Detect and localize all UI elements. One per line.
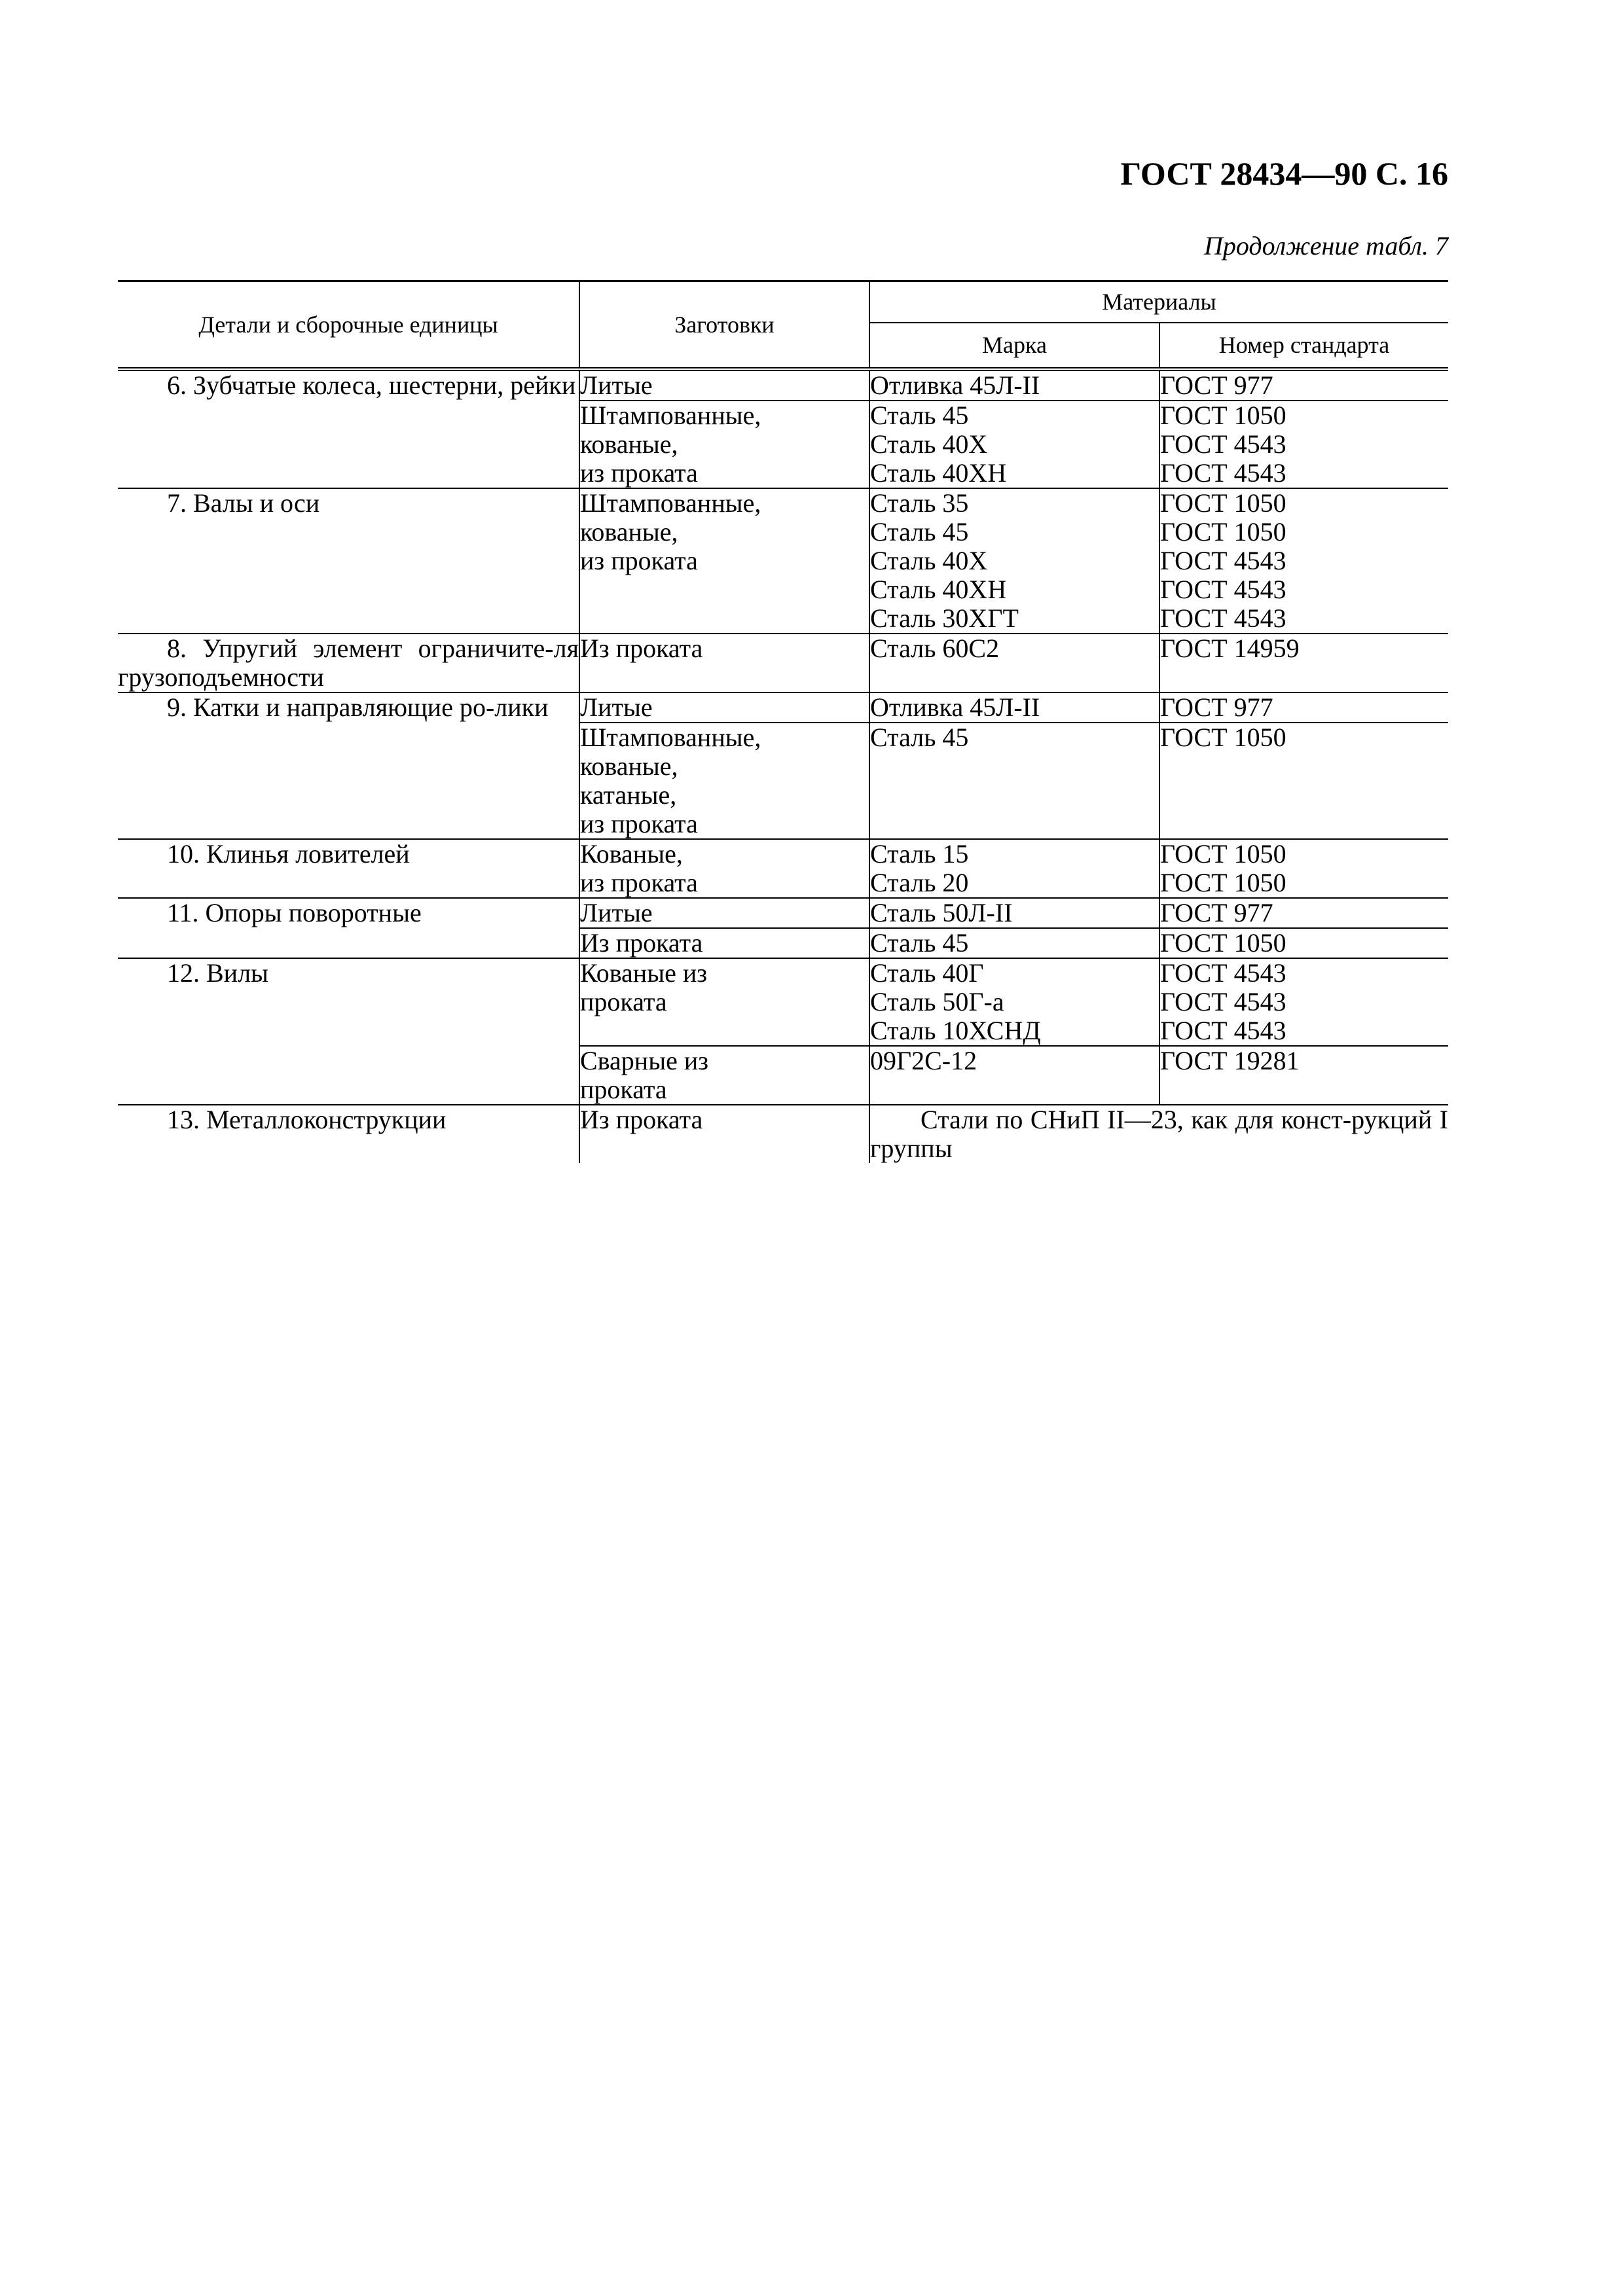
standard-number: ГОСТ 1050 [1159,928,1448,958]
material-grade: Отливка 45Л-II [869,369,1159,401]
blank-type: Штампованные, кованые, из проката [579,488,869,634]
blank-type: Из проката [579,634,869,692]
material-grade: Сталь 15 Сталь 20 [869,839,1159,898]
material-grade: Сталь 60С2 [869,634,1159,692]
table-row [118,634,1448,692]
table-row [118,958,1448,1046]
table-row [118,369,1448,401]
material-grade: Сталь 45 [869,723,1159,839]
standard-number: ГОСТ 977 [1160,370,1273,400]
material-grade: 09Г2С-12 [869,1046,1159,1105]
blank-type: Литые [579,898,869,928]
col-header-grade: Марка [869,323,1159,369]
standard-number: ГОСТ 977 [1159,898,1448,928]
part-name: 12. Вилы [167,958,268,988]
blank-type: Кованые из проката [579,958,869,1046]
standard-number: ГОСТ 14959 [1159,634,1448,692]
material-grade: Сталь 45 Сталь 40Х Сталь 40ХН [869,401,1159,488]
part-name: 7. Валы и оси [167,488,320,518]
blank-type: Кованые, из проката [579,839,869,898]
standard-number: ГОСТ 1050 [1159,723,1448,839]
standard-number: ГОСТ 1050 ГОСТ 1050 [1159,839,1448,898]
blank-type: Сварные из проката [579,1046,869,1105]
col-header-blank: Заготовки [579,281,869,370]
blank-type: Из проката [579,928,869,958]
blank-type: Литые [579,692,869,723]
table-row [118,898,1448,928]
col-header-standard: Номер стандарта [1159,323,1448,369]
material-grade: Сталь 40Г Сталь 50Г-а Сталь 10ХСНД [869,958,1159,1046]
standard-number: ГОСТ 1050 ГОСТ 1050 ГОСТ 4543 ГОСТ 4543 ГОСТ 4543 [1159,488,1448,634]
blank-type: Штампованные, кованые, катаные, из проката [579,723,869,839]
table-continuation-label: Продолжение табл. 7 [1203,231,1448,260]
standard-number: ГОСТ 977 [1159,692,1448,723]
blank-type: Литые [579,369,869,401]
part-name: 13. Металлоконструкции [167,1105,447,1134]
part-name: 9. Катки и направляющие ро-лики [167,692,549,722]
material-grade: Отливка 45Л-II [869,692,1159,723]
page-header: ГОСТ 28434—90 С. 16 [1120,155,1448,192]
part-name: 8. Упругий элемент ограничите-ля грузоподъемности [118,634,579,692]
part-name: 6. Зубчатые колеса, шестерни, рейки [167,370,576,400]
table-row [118,839,1448,898]
material-grade: Сталь 35 Сталь 45 Сталь 40Х Сталь 40ХН Сталь 30ХГТ [869,488,1159,634]
material-note: Стали по СНиП II—23, как для конст-рукций I группы [870,1105,1448,1163]
table-row [118,1105,1448,1163]
material-grade: Сталь 50Л-II [869,898,1159,928]
part-name: 10. Клинья ловителей [167,839,410,869]
materials-table [118,280,1448,1163]
blank-type: Штампованные, кованые, из проката [579,401,869,488]
standard-number: ГОСТ 19281 [1159,1046,1448,1105]
col-header-part: Детали и сборочные единицы [118,281,579,370]
standard-number: ГОСТ 4543 ГОСТ 4543 ГОСТ 4543 [1159,958,1448,1046]
table-row [118,488,1448,634]
part-name: 11. Опоры поворотные [167,898,422,927]
table-row [118,692,1448,723]
col-header-materials: Материалы [869,281,1448,323]
material-grade: Сталь 45 [869,928,1159,958]
standard-number: ГОСТ 1050 ГОСТ 4543 ГОСТ 4543 [1159,401,1448,488]
blank-type: Из проката [579,1105,869,1163]
